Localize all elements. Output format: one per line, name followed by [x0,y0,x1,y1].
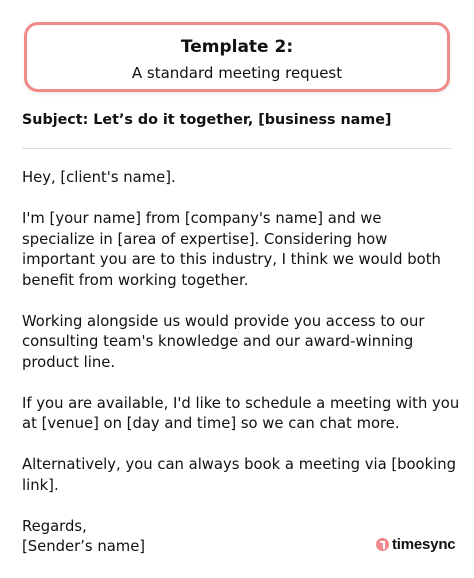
template-title: Template 2: [180,37,294,57]
template-subtitle: A standard meeting request [131,64,343,82]
email-body [22,168,462,578]
meeting-line: at [venue] on [day and time] so we can chat more. [22,415,400,432]
booking-line: link]. [22,476,59,494]
meeting-line: If you are available, I'd like to schedule a meeting with you [22,394,460,412]
timesync-logo-icon [376,538,389,551]
offer-paragraph [22,312,462,374]
offer-line: consulting team's knowledge and our award-winning [22,333,414,350]
intro-paragraph [22,209,462,291]
offer-line: Working alongside us would provide you access to our [22,312,425,330]
intro-line: I'm [your name] from [company's name] and we [22,210,382,227]
meeting-paragraph [22,394,462,435]
booking-line: Alternatively, you can always book a meeting via [booking [22,456,457,473]
divider [22,148,452,149]
greeting-line: Hey, [client's name]. [22,169,176,186]
sender-name: [Sender’s name] [22,538,146,555]
timesync-logo [376,535,455,553]
intro-line: important you are to this industry, I think we would both [22,251,441,268]
intro-line: specialize in [area of expertise]. Considering how [22,230,388,248]
booking-paragraph [22,455,462,496]
email-subject: Subject: Let’s do it together, [business name] [22,112,392,128]
offer-line: product line. [22,353,116,371]
template-header-card [24,22,450,92]
brand-name: timesync [392,535,456,553]
intro-line: benefit from working together. [22,271,249,289]
signoff-line: Regards, [22,517,87,535]
greeting-paragraph [22,168,462,189]
